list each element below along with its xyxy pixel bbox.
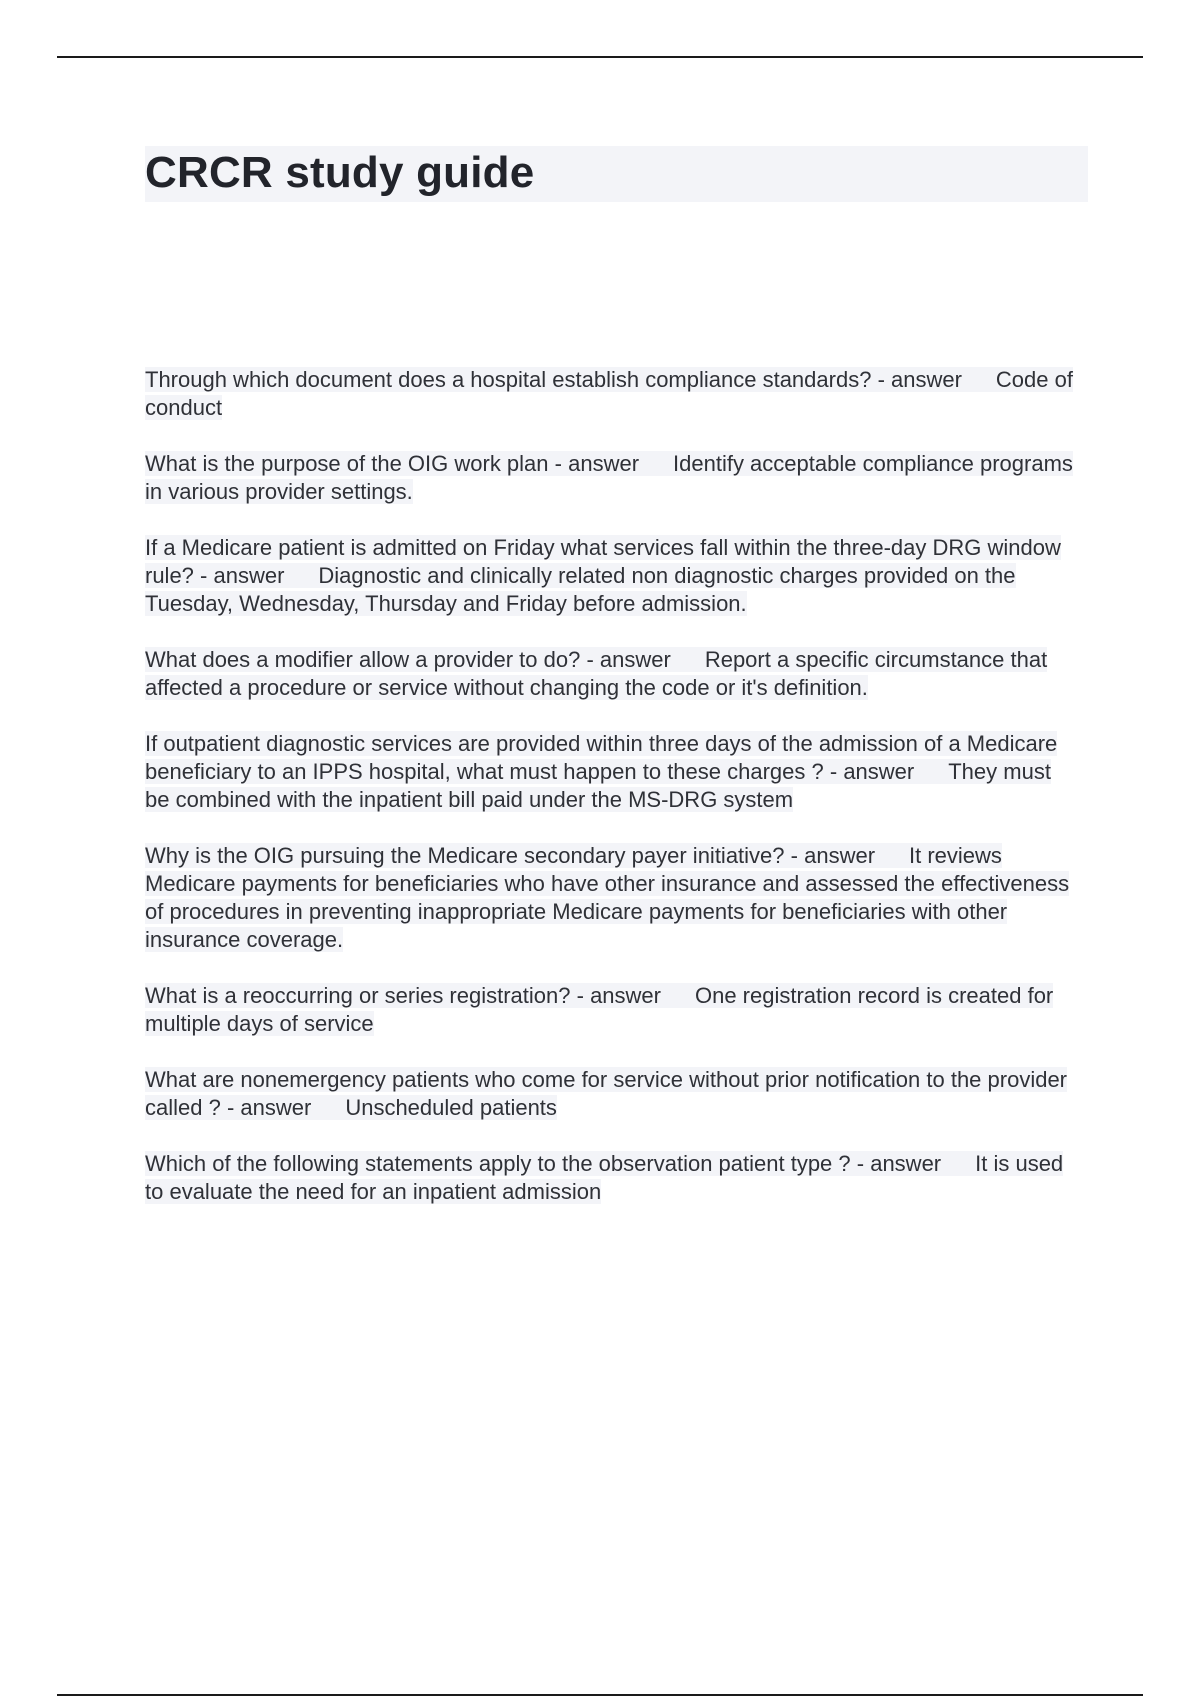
qa-item [145,366,1075,422]
answer-marker: - answer [877,367,962,392]
answer-text: Diagnostic and clinically related non diagnostic charges provided on the Tuesday, Wednesday, Thursday and Friday before admission. [145,563,1016,616]
answer-marker: - answer [576,983,661,1008]
question-text: What does a modifier allow a provider to do? [145,647,581,672]
answer-marker: - answer [554,451,640,476]
question-text: What is a reoccurring or series registration? [145,983,571,1008]
answer-text: It reviews Medicare payments for beneficiaries who have other insurance and assessed the effectiveness of procedures in preventing inappropriate Medicare payments for beneficiaries with other insurance coverage. [145,843,1070,952]
qa-item [145,450,1075,506]
question-text: If outpatient diagnostic services are provided within three days of the admission of a Medicare beneficiary to an IPPS hospital, what must happen to these charges ? [145,731,1058,784]
answer-text: Unscheduled patients [345,1095,557,1120]
question-text: Which of the following statements apply to the observation patient type ? [145,1151,851,1176]
question-text: Why is the OIG pursuing the Medicare secondary payer initiative? [145,843,785,868]
answer-text: They must be combined with the inpatient bill paid under the MS-DRG system [145,759,1051,812]
qa-item [145,1150,1075,1206]
answer-marker: - answer [586,647,671,672]
qa-item [145,646,1075,702]
answer-text: One registration record is created for multiple days of service [145,983,1054,1036]
qa-item [145,1066,1075,1122]
question-text: Through which document does a hospital establish compliance standards? [145,367,872,392]
bottom-rule [57,1694,1143,1696]
qa-list [145,366,1075,1234]
answer-text: Identify acceptable compliance programs in various provider settings. [145,451,1073,504]
qa-item [145,730,1075,814]
qa-item [145,842,1075,954]
answer-marker: - answer [856,1151,942,1176]
page-title: CRCR study guide [145,148,535,197]
qa-item [145,534,1075,618]
question-text: If a Medicare patient is admitted on Friday what services fall within the three-day DRG window rule? [145,535,1061,588]
question-text: What is the purpose of the OIG work plan [145,451,549,476]
answer-text: Code of conduct [145,367,1073,420]
answer-marker: - answer [200,563,285,588]
answer-marker: - answer [829,759,915,784]
qa-item [145,982,1075,1038]
answer-marker: - answer [226,1095,312,1120]
question-text: What are nonemergency patients who come for service without prior notification to the provider called ? [145,1067,1068,1120]
top-rule [57,56,1143,58]
answer-marker: - answer [790,843,876,868]
answer-text: It is used to evaluate the need for an inpatient admission [145,1151,1064,1204]
answer-text: Report a specific circumstance that affected a procedure or service without changing the code or it's definition. [145,647,1048,700]
